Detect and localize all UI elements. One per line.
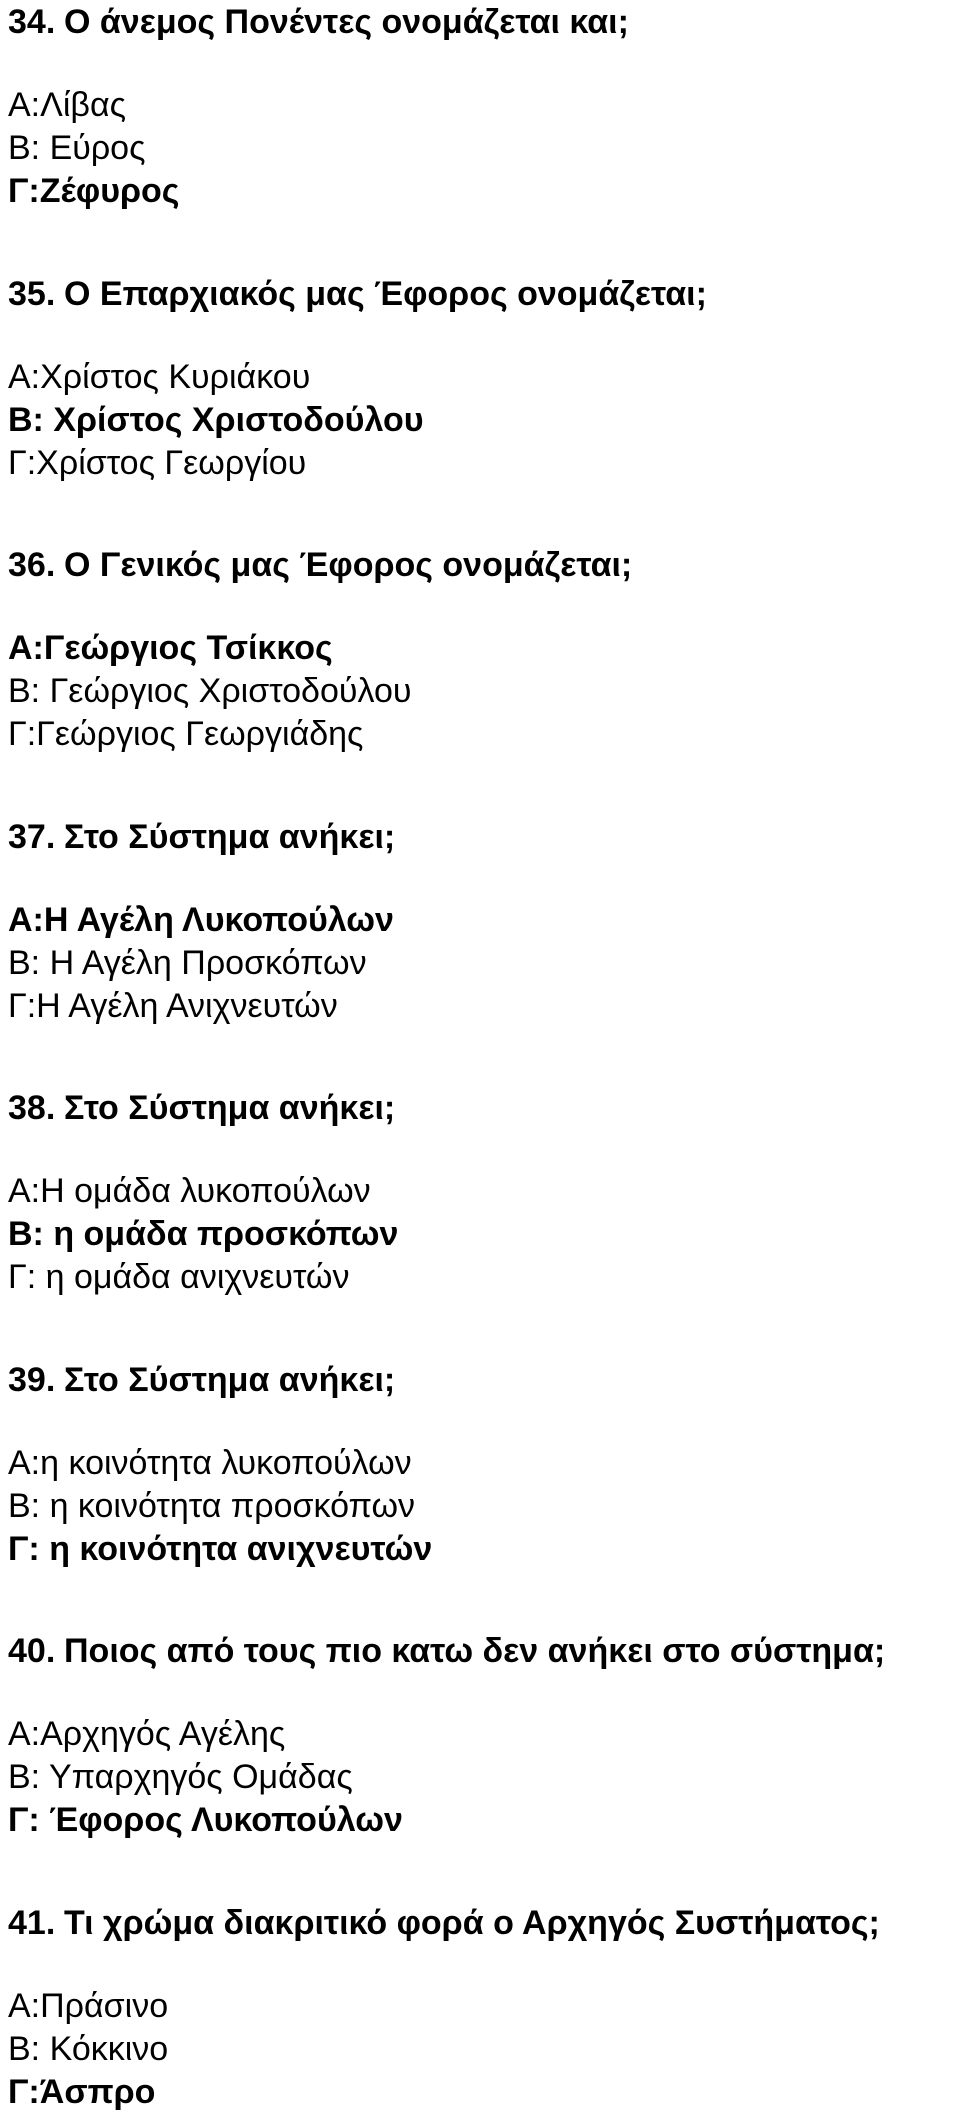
question-number: 37.	[8, 818, 56, 856]
option-a: Α:Λίβας	[8, 86, 126, 124]
option-b: Β: Χρίστος Χριστοδούλου	[8, 401, 424, 439]
question-block	[0, 2, 960, 217]
question-number: 40.	[8, 1632, 56, 1670]
question-text: Τι χρώμα διακριτικό φορά ο Αρχηγός Συστήματος;	[64, 1904, 880, 1942]
question-text: Ο άνεμος Πονέντες ονομάζεται και;	[64, 3, 629, 41]
question-heading	[8, 1631, 885, 1671]
option-c: Γ:Η Αγέλη Ανιχνευτών	[8, 987, 338, 1025]
question-text: Ο Επαρχιακός μας Έφορος ονομάζεται;	[64, 275, 707, 313]
question-number: 39.	[8, 1361, 56, 1399]
option-b: Β: Κόκκινο	[8, 2030, 169, 2068]
question-text: Στο Σύστημα ανήκει;	[64, 818, 396, 856]
option-b: Β: η κοινότητα προσκόπων	[8, 1487, 416, 1525]
option-a: Α:Η ομάδα λυκοπούλων	[8, 1172, 371, 1210]
option-a: Α:η κοινότητα λυκοπούλων	[8, 1444, 412, 1482]
question-block	[0, 1631, 960, 1846]
option-a: Α:Η Αγέλη Λυκοπούλων	[8, 901, 394, 939]
option-c: Γ: η ομάδα ανιχνευτών	[8, 1258, 350, 1296]
option-a: Α:Γεώργιος Τσίκκος	[8, 629, 333, 667]
option-b: Β: Η Αγέλη Προσκόπων	[8, 944, 367, 982]
option-b: Β: Υπαρχηγός Ομάδας	[8, 1758, 353, 1796]
question-text: Ποιος από τους πιο κατω δεν ανήκει στο σύστημα;	[64, 1632, 886, 1670]
question-heading	[8, 817, 395, 857]
question-block	[0, 1360, 960, 1575]
question-block	[0, 1903, 960, 2118]
option-a: Α:Αρχηγός Αγέλης	[8, 1715, 286, 1753]
question-number: 41.	[8, 1904, 56, 1942]
question-heading	[8, 274, 707, 314]
question-number: 36.	[8, 546, 56, 584]
question-number: 35.	[8, 275, 56, 313]
option-c: Γ:Γεώργιος Γεωργιάδης	[8, 715, 364, 753]
question-heading	[8, 545, 632, 585]
question-text: Ο Γενικός μας Έφορος ονομάζεται;	[64, 546, 633, 584]
option-b: Β: Γεώργιος Χριστοδούλου	[8, 672, 412, 710]
option-c: Γ:Άσπρο	[8, 2073, 156, 2111]
question-block	[0, 817, 960, 1032]
question-heading	[8, 2, 629, 42]
option-b: Β: Εύρος	[8, 129, 146, 167]
question-text: Στο Σύστημα ανήκει;	[64, 1089, 396, 1127]
question-block	[0, 545, 960, 760]
option-a: Α:Χρίστος Κυριάκου	[8, 358, 311, 396]
question-block	[0, 1088, 960, 1303]
question-heading	[8, 1903, 880, 1943]
option-c: Γ:Ζέφυρος	[8, 172, 180, 210]
option-a: Α:Πράσινο	[8, 1987, 169, 2025]
option-c: Γ: η κοινότητα ανιχνευτών	[8, 1530, 433, 1568]
question-number: 34.	[8, 3, 56, 41]
question-heading	[8, 1360, 395, 1400]
option-b: Β: η ομάδα προσκόπων	[8, 1215, 399, 1253]
option-c: Γ: Έφορος Λυκοπούλων	[8, 1801, 403, 1839]
question-heading	[8, 1088, 395, 1128]
option-c: Γ:Χρίστος Γεωργίου	[8, 444, 307, 482]
question-block	[0, 274, 960, 489]
question-text: Στο Σύστημα ανήκει;	[64, 1361, 396, 1399]
question-number: 38.	[8, 1089, 56, 1127]
